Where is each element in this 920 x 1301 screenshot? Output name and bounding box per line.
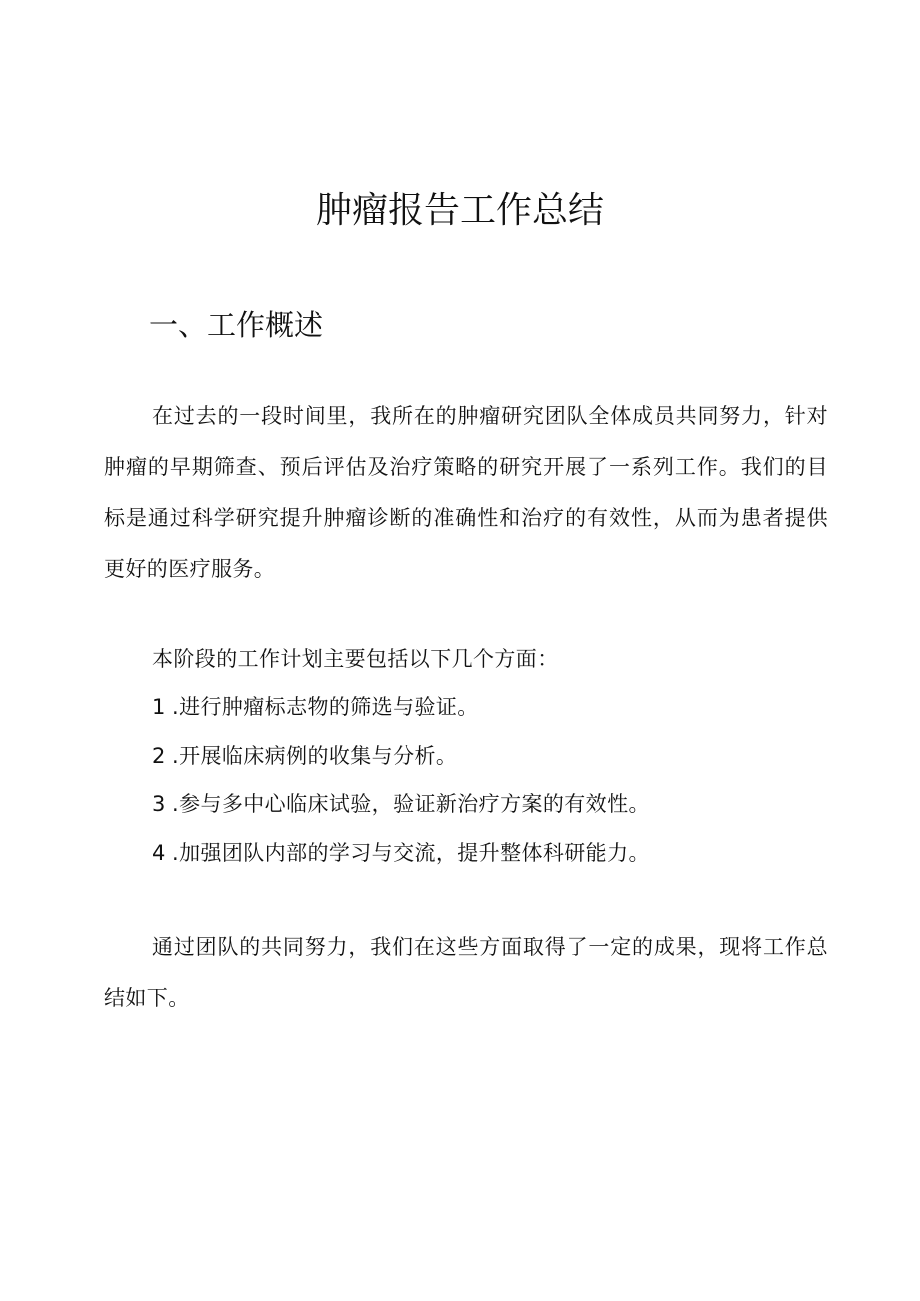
list-item [152,829,650,878]
list-item [152,683,650,732]
document-title: 肿瘤报告工作总结 [315,190,604,231]
list-item-text: .加强团队内部的学习与交流，提升整体科研能力。 [172,840,650,865]
list-item [152,732,650,781]
plan-intro-paragraph: 本阶段的工作计划主要包括以下几个方面： [152,647,559,671]
list-item-number: 4 [152,840,166,865]
plan-list [152,683,650,877]
intro-paragraph: 在过去的一段时间里，我所在的肿瘤研究团队全体成员共同努力，针对肿瘤的早期筛查、预后评估及治疗策略的研究开展了一系列工作。我们的目标是通过科学研究提升肿瘤诊断的准确性和治疗的有效性，从而为患者提供更好的医疗服务。 [104,404,828,581]
list-item-text: .开展临床病例的收集与分析。 [172,743,458,768]
list-item-number: 3 [152,792,166,816]
list-item-number: 2 [152,743,166,768]
conclusion-paragraph: 通过团队的共同努力，我们在这些方面取得了一定的成果，现将工作总结如下。 [104,935,828,1010]
list-item-number: 1 [152,695,166,719]
list-item-text: .参与多中心临床试验，验证新治疗方案的有效性。 [172,792,650,816]
section-heading: 一、工作概述 [149,308,324,342]
list-item [152,780,650,829]
list-item-text: .进行肿瘤标志物的筛选与验证。 [172,695,479,719]
